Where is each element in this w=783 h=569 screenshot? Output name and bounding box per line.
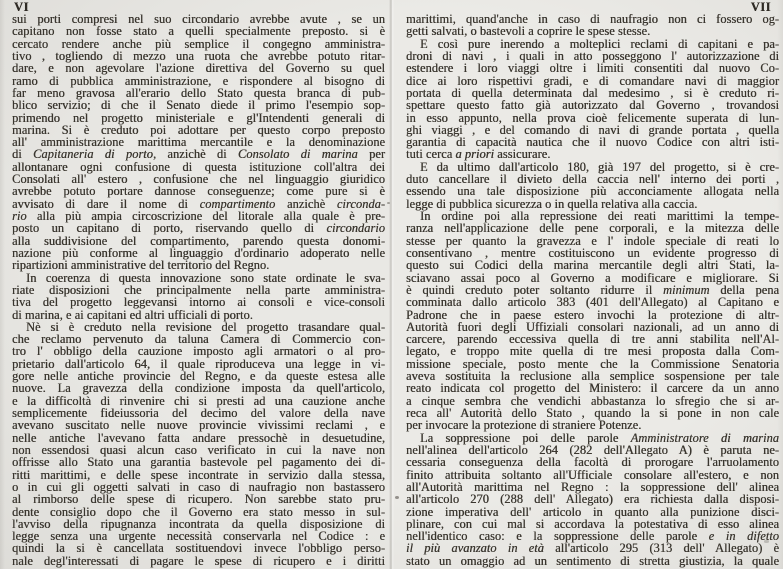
text-run: La soppressione poi delle parole xyxy=(420,430,631,445)
text-run: sui porti compresi nel suo circondario avrebbe avute , se un xyxy=(12,12,385,26)
page-number-left: VI xyxy=(14,0,29,14)
text-run: finito attribuita soltanto all'Ufficiale consolare all'estero, e non xyxy=(406,467,779,482)
text-run: all' amministrazione marittima mercantile e la denominazione xyxy=(12,135,385,150)
text-run: che reclamo pervenuto da taluna Camera di Commercio con- xyxy=(12,332,385,347)
text-run: anzichè xyxy=(275,196,337,211)
text-run: Consolati all' estero , confusione che nel linguaggio giuridico xyxy=(12,172,385,187)
text-run: riate disposizioni che principalmente nella parte amministra- xyxy=(12,282,385,297)
text-run: ritti marittimi, e delle spese incontrate in servizio dalla stessa, xyxy=(12,467,385,482)
paragraph xyxy=(406,210,779,432)
italic-phrase: Capitaneria di porto xyxy=(33,147,153,162)
text-run: spettare questo fatto già autorizzato dal Governo , trovandosi xyxy=(406,98,779,113)
italic-phrase: Amministratore di marina xyxy=(630,430,779,445)
page-right xyxy=(392,0,783,569)
text-run: alla suddivisione del compartimento, parendo questa donomi- xyxy=(12,233,385,248)
text-run: droni di navi , i quali in atto posseggono l' autorizzazione di xyxy=(406,48,779,63)
text-run: tiva del progetto leggevansi intorno ai consoli e vice-consoli xyxy=(12,295,385,310)
text-run: Padrone che in paese estero invochi la protezione di altr- xyxy=(406,307,779,322)
page-number-right: VII xyxy=(750,0,771,14)
text-run: al rimborso delle spese di ricupero. Non sarebbe stato pru- xyxy=(12,492,385,507)
italic-phrase: circondario xyxy=(326,221,385,236)
text-run: garantia di capacità nautica che il nuovo Codice con altri isti- xyxy=(406,135,779,150)
text-run: tro l' obbligo della cauzione imposto agli armatori o al pro- xyxy=(12,344,385,359)
text-run: zione imperativa dell' articolo in quanto alla punizione disci- xyxy=(406,504,779,519)
text-run: tivo , togliendo di mezzo una ruota che avrebbe potuto ritar- xyxy=(12,48,385,63)
text-run: cercato rendere anche più semplice il congegno amministra- xyxy=(12,36,385,51)
text-run: portata di quella determinata dal medesimo , si è creduto ri- xyxy=(406,85,779,100)
text-run: questo sui Codici della marina mercantile degli altri Stati, la- xyxy=(406,258,779,273)
text-run: Autorità fuori degli Uffiziali consolari nazionali, ad un anno di xyxy=(406,319,779,334)
paragraph xyxy=(12,272,385,321)
text-run: nell'alinea dell'articolo 264 (282 dell'Allegato A) è paruta ne- xyxy=(406,442,779,457)
text-run: stato un omaggio ad un sentimento di stretta giustizia, la quale xyxy=(406,553,779,568)
text-run: getti salvati, o bastevoli a coprire le spese stesse. xyxy=(406,24,651,39)
text-run: l'avviso della ripugnanza incontrata da quella disposizione di xyxy=(12,516,385,531)
text-run: aveva sostituita la reclusione alla semplice sospensione per tale xyxy=(406,369,779,384)
text-run: legge di pubblica sicurezza o in quella relativa alla caccia. xyxy=(406,196,698,211)
text-run: in esso appunto, nella prova cioè felicemente superata di lun- xyxy=(406,110,779,125)
text-run: per invocare la protezione di straniere Potenze. xyxy=(406,418,642,433)
text-run: allontanare ogni confusione di questa istituzione coll'altra dei xyxy=(12,159,385,174)
italic-phrase: compartimento xyxy=(199,196,276,211)
text-run: sciavano assai poco al Governo a modificare e migliorare. Si xyxy=(406,270,779,285)
text-run: tuti cerca xyxy=(406,147,456,162)
italic-phrase: rio xyxy=(12,209,27,223)
text-run: è quindi creduto poter soltanto ridurre il xyxy=(406,282,663,297)
text-run: nell'identico caso: e la soppressione delle parole xyxy=(406,529,709,544)
text-run: assicurare. xyxy=(494,147,551,162)
text-run: all'Autorità marittima nel Regno : la soppressione dell' alinea xyxy=(406,479,779,494)
text-run: capitano non fosse stato a quelli specialmente preposto. si è xyxy=(12,24,385,39)
text-run: nale degl'interessati di pagare le spese di ricupero e i diritti xyxy=(12,553,385,568)
text-run: dare, e non agevolare l'azione direttiva del Governo su quel xyxy=(12,61,385,76)
italic-phrase: e in difetto xyxy=(708,529,779,544)
text-column-left xyxy=(12,13,385,567)
text-run: di marina, e ai capitani ed altri ufficiali di porto. xyxy=(12,307,253,322)
text-run: comminata dallo articolo 383 (401 dell'Allegato) al Capitano e xyxy=(406,295,779,310)
text-run: marina. Si è creduto poi adottare per questo corpo preposto xyxy=(12,122,385,137)
italic-phrase: a priori xyxy=(455,147,495,162)
text-line xyxy=(12,555,385,567)
italic-phrase: minimum xyxy=(663,282,710,297)
text-run: duto cancellare il divieto della caccia nell' interno dei porti , xyxy=(406,172,779,187)
paragraph xyxy=(12,321,385,567)
text-run: reato indicata col progetto del Ministero: il carcere da un anno xyxy=(406,381,779,396)
text-run: blico servizio; di che il Senato diede il primo l'esempio sop- xyxy=(12,98,385,113)
text-run: avrebbe potuto portare dannose conseguenze; come pure si è xyxy=(12,184,385,199)
text-run: ranza nell'applicazione delle pene corporali, e la mitezza delle xyxy=(406,221,779,236)
text-run: carcere, parendo eccessiva quella di tre anni stabilita nell'Al- xyxy=(406,332,779,347)
text-run: nazione più conforme al linguaggio d'ordinario adoperato nelle xyxy=(12,245,385,260)
text-run: prietario dall'articolo 64, il quale riproduceva una legge in vi- xyxy=(12,356,385,371)
text-run: marittimi, quand'anche in caso di naufragio non ci fossero og- xyxy=(406,12,779,26)
text-run: avevano suscitato nelle nuove provincie vivissimi reclami , e xyxy=(12,418,385,433)
text-run: alla più ampia circoscrizione del litorale alla quale è pre- xyxy=(26,209,385,223)
text-run: o in cui gli oggetti salvati in caso di naufragio non bastassero xyxy=(12,479,385,494)
text-run: dente consiglio dopo che il Governo era stato messo in sul- xyxy=(12,504,385,519)
page-left xyxy=(0,0,391,569)
text-run: ripartizioni amministrative del territorio del Regno. xyxy=(12,258,270,273)
text-run: plinare, con cui mal si accordava la potestativa di esso alinea xyxy=(406,516,779,531)
text-run: dice ai loro rispettivi gradi, e di comandare navi di maggior xyxy=(406,73,779,88)
text-column-right xyxy=(406,13,779,567)
text-run: E da ultimo dall'articolo 180, già 197 del progetto, si è cre- xyxy=(420,159,779,174)
italic-phrase: Consolato di marina xyxy=(237,147,358,162)
text-run: quindi la si è cancellata sostituendovi invece l'obbligo perso- xyxy=(12,541,385,556)
text-run: consentivano , mentre costituiscono un evidente progresso di xyxy=(406,245,779,260)
text-run: E così pure inerendo a molteplici reclami di capitani e pa- xyxy=(420,36,779,51)
text-run: di xyxy=(12,147,34,162)
text-run: nelle antiche l'avevano fatta andare pressochè in desuetudine, xyxy=(12,430,385,445)
text-run: offrisse allo Stato una garantia bastevole pel pagamento dei di- xyxy=(12,455,385,470)
paragraph xyxy=(406,432,779,567)
paragraph xyxy=(406,13,779,38)
italic-phrase: circonda- xyxy=(336,196,385,211)
text-run: all'articolo 295 (313 dell' Allegato) è xyxy=(543,541,780,556)
text-run: e la difficoltà di rinvenire chi si presti ad una cauzione anche xyxy=(12,393,385,408)
text-line xyxy=(406,555,779,567)
text-run: nuove. La gravezza della condizione imposta da quell'articolo, xyxy=(12,381,385,396)
text-run: legge senza una urgente necessità conservarla nel Codice : e xyxy=(12,529,385,544)
text-run: all'articolo 270 (288 dell' Allegato) era richiesta dalla disposi- xyxy=(406,492,779,507)
text-run: della pena xyxy=(709,282,779,297)
text-run: cessaria conseguenza della facoltà di prorogare l'arruolamento xyxy=(406,455,779,470)
text-run: ghi viaggi , e del comando di navi di grande portata , quella xyxy=(406,122,779,137)
text-run: avvisato di dare il nome di xyxy=(12,196,200,211)
italic-phrase: il più avanzato in età xyxy=(406,541,544,556)
text-run: stesse per quanto la gravezza e l' indole speciale di reati lo xyxy=(406,233,779,248)
paragraph xyxy=(406,38,779,161)
paragraph xyxy=(12,13,385,272)
text-run: In coerenza di questa innovazione sono state ordinate le sva- xyxy=(26,270,385,285)
text-run: semplicemente fideiussoria del decimo del valore della nave xyxy=(12,406,385,420)
text-run: far meno gravosa all'erario dello Stato questa branca di pub- xyxy=(12,85,385,100)
text-run: In ordine poi alla repressione dei reati marittimi la tempe- xyxy=(420,209,779,223)
text-run: Nè si è creduto nella revisione del progetto trasandare qual- xyxy=(26,319,385,334)
text-run: non essendosi quasi alcun caso verificato in cui la nave non xyxy=(12,442,385,457)
text-run: a cinque sembra che vendichi abbastanza lo sfregio che si ar- xyxy=(406,393,779,408)
text-run: missione speciale, posto mente che la Commissione Senatoria xyxy=(406,356,779,371)
text-run: legato, e troppo mite quella di tre mesi proposta dalla Com- xyxy=(406,344,779,359)
text-run: gore nelle antiche provincie del Regno, e da queste estesa alle xyxy=(12,369,385,384)
text-run: estendere i loro viaggi oltre i limiti consentiti dal nuovo Co- xyxy=(406,61,779,76)
text-run: essendo una tale disposizione più acconciamente allogata nella xyxy=(406,184,779,199)
text-run: per xyxy=(357,147,386,162)
text-run: reca all' Autorità dello Stato , quando la si pone in non cale xyxy=(406,406,779,420)
text-run: , anzichè di xyxy=(152,147,238,162)
paragraph xyxy=(406,161,779,210)
text-run: primendo nel progetto ministeriale e gl'Intendenti generali di xyxy=(12,110,385,125)
text-run: ramo di pubblica amministrazione, e rispondere al bisogno di xyxy=(12,73,385,88)
text-run: posto un capitano di porto, riservando quello di xyxy=(12,221,327,236)
